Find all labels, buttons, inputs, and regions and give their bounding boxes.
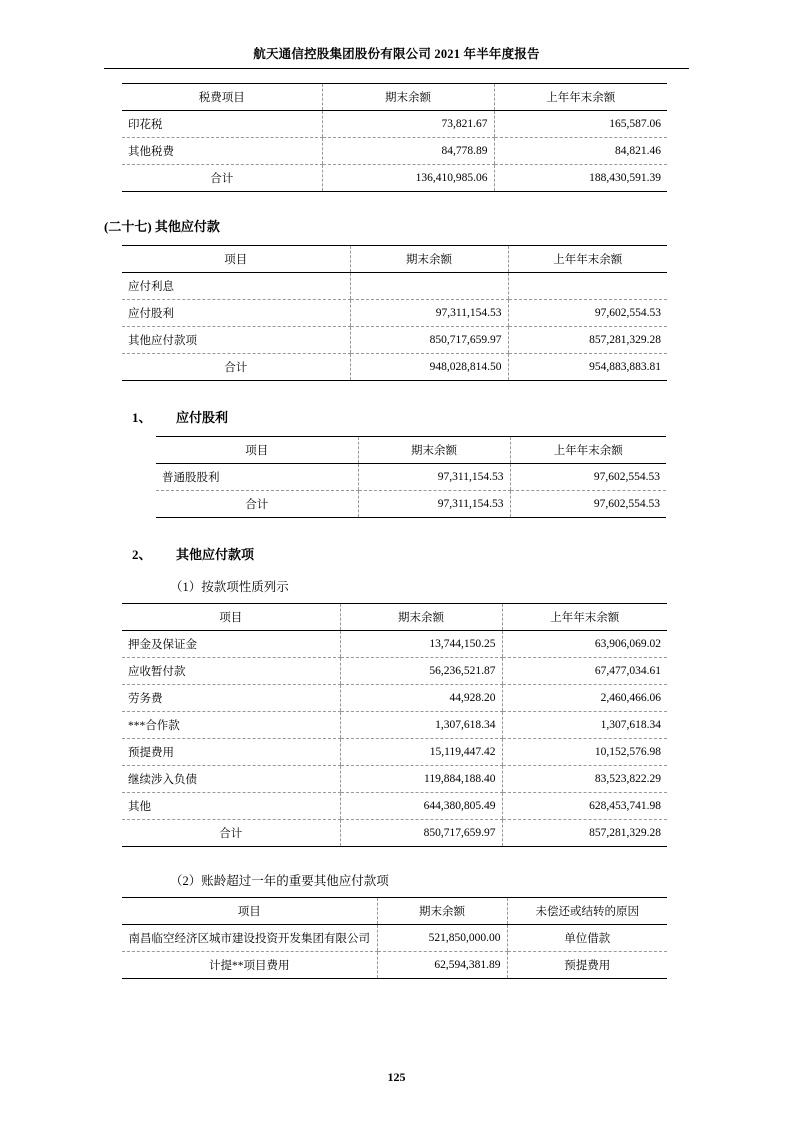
table-row-header [122,604,667,631]
cell-prev-balance: 628,453,741.98 [502,793,667,820]
col-header-end-balance: 期末余额 [350,246,508,273]
table-row [122,111,667,138]
cell-total-prev-balance: 97,602,554.53 [510,491,666,518]
cell-item: ***合作款 [122,712,340,739]
cell-item: 其他 [122,793,340,820]
header-divider [104,68,689,69]
table-row [122,273,667,300]
col-header-end-balance: 期末余额 [358,437,510,464]
cell-prev-balance: 83,523,822.29 [502,766,667,793]
cell-item: 其他应付款项 [122,327,350,354]
subsection-part2-title: （2）账龄超过一年的重要其他应付款项 [170,874,389,888]
table-row-header [122,898,667,925]
col-header-prev-balance: 上年年末余额 [502,604,667,631]
cell-item: 南昌临空经济区城市建设投资开发集团有限公司 [122,925,377,952]
cell-prev-balance: 67,477,034.61 [502,658,667,685]
cell-end-balance: 97,311,154.53 [350,300,508,327]
cell-end-balance: 850,717,659.97 [350,327,508,354]
table-row-header [156,437,666,464]
subsection-title-dividends-payable [132,407,689,426]
cell-end-balance: 73,821.67 [322,111,494,138]
cell-prev-balance: 97,602,554.53 [508,300,667,327]
cell-end-balance: 644,380,805.49 [340,793,502,820]
cell-item: 劳务费 [122,685,340,712]
cell-prev-balance: 10,152,576.98 [502,739,667,766]
cell-total-end-balance: 850,717,659.97 [340,820,502,847]
cell-end-balance: 1,307,618.34 [340,712,502,739]
table-row [122,138,667,165]
table-row-total [122,165,667,192]
table-dividends-payable [156,436,666,518]
cell-item: 印花税 [122,111,322,138]
cell-total-label: 合计 [122,354,350,381]
cell-item: 普通股股利 [156,464,358,491]
cell-end-balance [350,273,508,300]
col-header-item: 项目 [122,246,350,273]
table-row [122,793,667,820]
table-row-header [122,246,667,273]
cell-item: 应付股利 [122,300,350,327]
cell-reason: 单位借款 [507,925,667,952]
table-row-total [156,491,666,518]
cell-end-balance: 44,928.20 [340,685,502,712]
col-header-prev-balance: 上年年末余额 [494,84,667,111]
table-row-total [122,820,667,847]
table-aged-other-payables [122,897,667,979]
cell-end-balance: 56,236,521.87 [340,658,502,685]
table-row-header [122,84,667,111]
table-row [156,464,666,491]
table-other-payables-by-nature [122,603,667,847]
subsection-part1-title: （1）按款项性质列示 [170,580,289,594]
cell-item: 应付利息 [122,273,350,300]
cell-total-end-balance: 136,410,985.06 [322,165,494,192]
subsection-label: 其他应付款项 [176,547,255,562]
cell-prev-balance [508,273,667,300]
cell-total-end-balance: 97,311,154.53 [358,491,510,518]
cell-total-prev-balance: 188,430,591.39 [494,165,667,192]
table-row [122,925,667,952]
cell-prev-balance: 1,307,618.34 [502,712,667,739]
col-header-reason: 未偿还或结转的原因 [507,898,667,925]
subsection-title-other-payable-items [132,544,689,563]
cell-item: 押金及保证金 [122,631,340,658]
page-header-title: 航天通信控股集团股份有限公司 2021 年半年度报告 [253,47,540,61]
col-header-item: 项目 [122,898,377,925]
col-header-item: 项目 [122,604,340,631]
cell-total-prev-balance: 954,883,883.81 [508,354,667,381]
col-header-item: 税费项目 [122,84,322,111]
col-header-prev-balance: 上年年末余额 [510,437,666,464]
table-tax-items [122,83,667,192]
cell-item: 其他税费 [122,138,322,165]
col-header-prev-balance: 上年年末余额 [508,246,667,273]
table-row [122,766,667,793]
col-header-end-balance: 期末余额 [340,604,502,631]
table-row [122,952,667,979]
cell-total-prev-balance: 857,281,329.28 [502,820,667,847]
table-row-total [122,354,667,381]
cell-item: 应收暂付款 [122,658,340,685]
table-row [122,327,667,354]
table-row [122,631,667,658]
table-row [122,658,667,685]
cell-total-label: 合计 [122,165,322,192]
cell-prev-balance: 63,906,069.02 [502,631,667,658]
cell-prev-balance: 2,460,466.06 [502,685,667,712]
cell-item: 计提**项目费用 [122,952,377,979]
cell-total-end-balance: 948,028,814.50 [350,354,508,381]
subsection-label: 应付股利 [176,410,229,425]
page-number: 125 [387,1070,406,1084]
table-row [122,712,667,739]
cell-end-balance: 521,850,000.00 [377,925,507,952]
cell-total-label: 合计 [122,820,340,847]
cell-end-balance: 119,884,188.40 [340,766,502,793]
cell-prev-balance: 165,587.06 [494,111,667,138]
cell-end-balance: 84,778.89 [322,138,494,165]
cell-prev-balance: 97,602,554.53 [510,464,666,491]
cell-reason: 预提费用 [507,952,667,979]
page-content [104,44,689,979]
col-header-end-balance: 期末余额 [322,84,494,111]
cell-prev-balance: 857,281,329.28 [508,327,667,354]
cell-item: 预提费用 [122,739,340,766]
cell-end-balance: 62,594,381.89 [377,952,507,979]
col-header-end-balance: 期末余额 [377,898,507,925]
subsection-number: 1、 [132,410,152,425]
table-row [122,739,667,766]
subsection-number: 2、 [132,547,152,562]
cell-end-balance: 15,119,447.42 [340,739,502,766]
cell-end-balance: 97,311,154.53 [358,464,510,491]
section-title-other-payables: (二十七) 其他应付款 [104,219,220,234]
table-row [122,300,667,327]
cell-end-balance: 13,744,150.25 [340,631,502,658]
cell-prev-balance: 84,821.46 [494,138,667,165]
cell-total-label: 合计 [156,491,358,518]
table-other-payables [122,245,667,381]
table-row [122,685,667,712]
col-header-item: 项目 [156,437,358,464]
cell-item: 继续涉入负债 [122,766,340,793]
